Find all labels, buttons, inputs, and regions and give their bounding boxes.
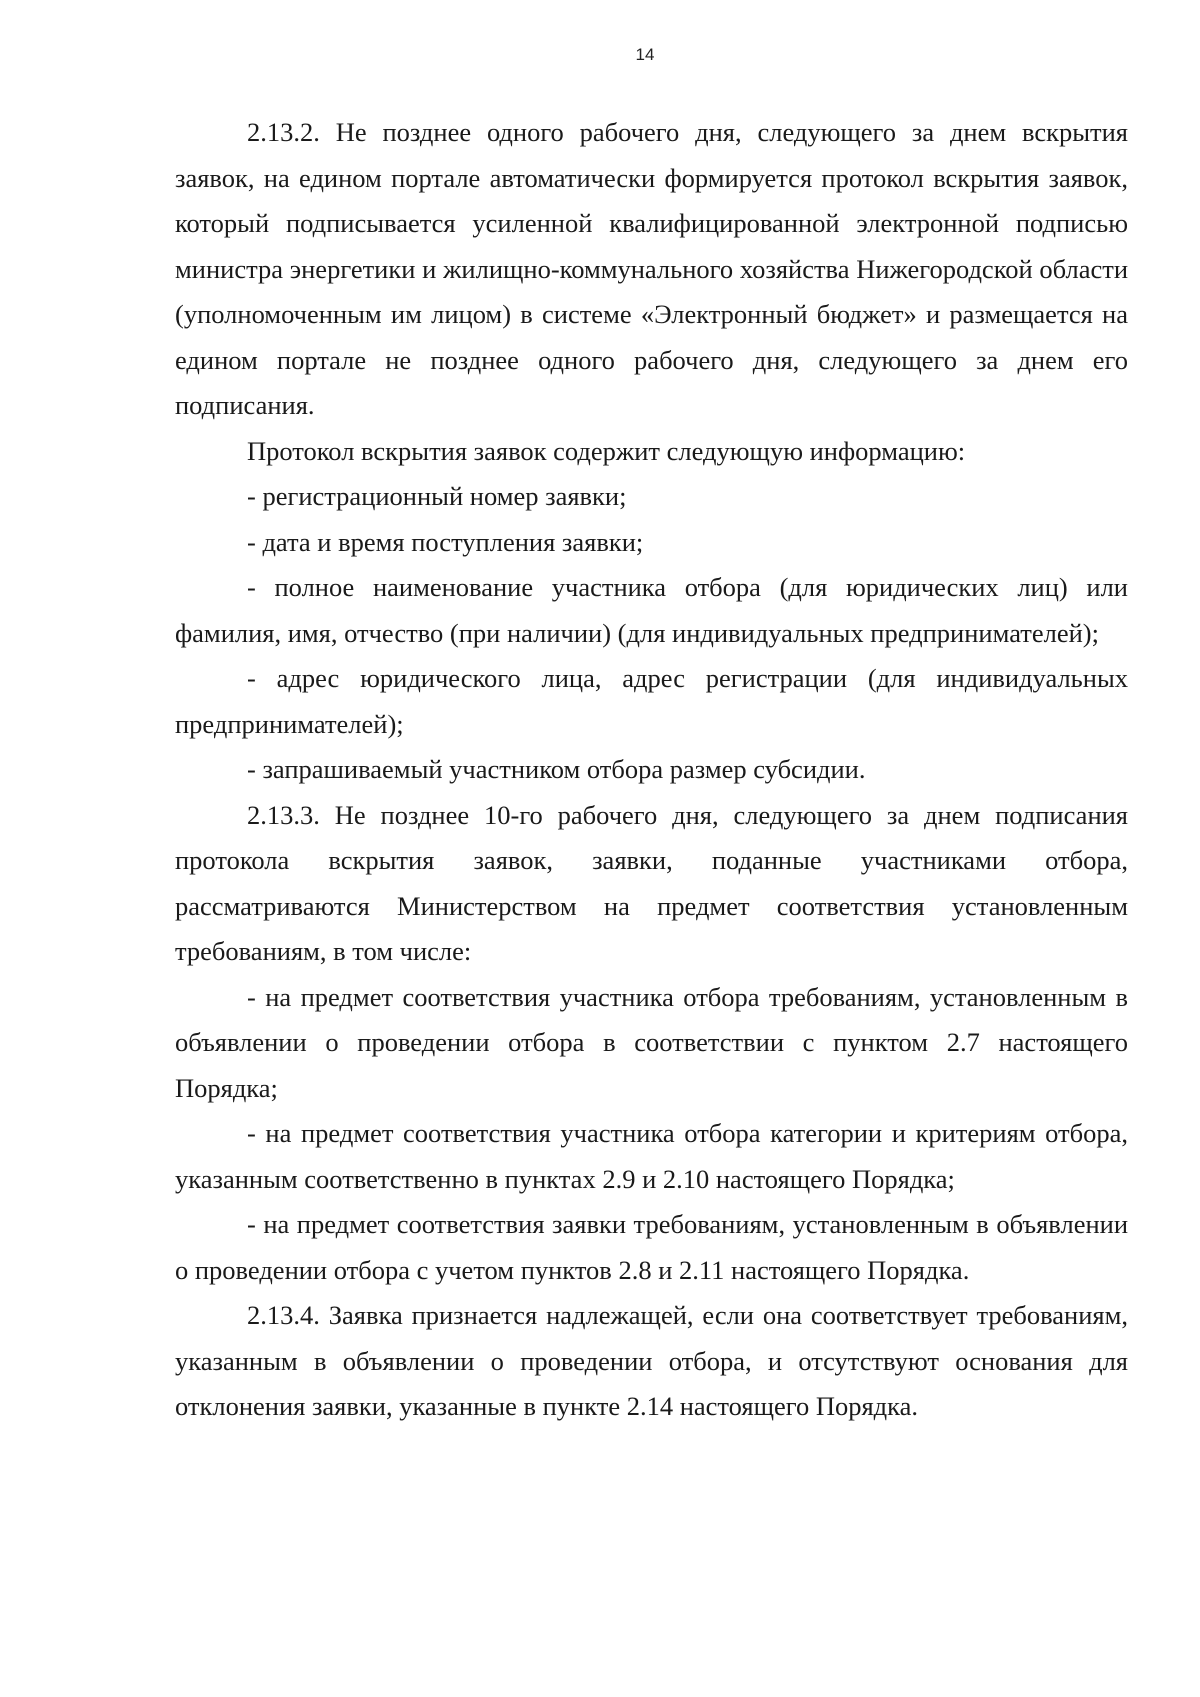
- list-item-address: - адрес юридического лица, адрес регистрации (для индивидуальных предпринимателей);: [175, 663, 1128, 739]
- list-item-participant-requirements: - на предмет соответствия участника отбора требованиям, установленным в объявлении о проведении отбора в соответствии с пунктом 2.7 настоящего Порядка;: [175, 981, 1128, 1103]
- page-number: 14: [635, 45, 655, 64]
- paragraph-2-13-4: 2.13.4. Заявка признается надлежащей, если она соответствует требованиям, указанным в объявлении о проведении отбора, и отсутствуют основания для отклонения заявки, указанные в пункте 2.14 настоящего Порядка.: [175, 1300, 1128, 1421]
- list-item-category-criteria: - на предмет соответствия участника отбора категории и критериям отбора, указанным соответственно в пунктах 2.9 и 2.10 настоящего Порядка;: [175, 1118, 1128, 1194]
- document-body: [175, 110, 1128, 1430]
- paragraph-2-13-3: 2.13.3. Не позднее 10-го рабочего дня, следующего за днем подписания протокола вскрытия заявок, заявки, поданные участниками отбора, рассматриваются Министерством на предмет соответствия установленным требованиям, в том числе:: [175, 799, 1128, 966]
- list-item-application-requirements: - на предмет соответствия заявки требованиям, установленным в объявлении о проведении отбора с учетом пунктов 2.8 и 2.11 настоящего Порядка.: [175, 1209, 1128, 1285]
- list-item-date-time: - дата и время поступления заявки;: [247, 526, 644, 557]
- paragraph-2-13-2: 2.13.2. Не позднее одного рабочего дня, следующего за днем вскрытия заявок, на едином портале автоматически формируется протокол вскрытия заявок, который подписывается усиленной квалифицированной электронной подписью министра энергетики и жилищно-коммунального хозяйства Нижегородской области (уполномоченным им лицом) в системе «Электронный бюджет» и размещается на едином портале не позднее одного рабочего дня, следующего за днем его подписания.: [175, 117, 1128, 420]
- paragraph-protocol-intro: Протокол вскрытия заявок содержит следующую информацию:: [247, 435, 966, 466]
- list-item-subsidy-amount: - запрашиваемый участником отбора размер субсидии.: [247, 754, 866, 784]
- list-item-registration-number: - регистрационный номер заявки;: [247, 481, 627, 511]
- list-item-full-name: - полное наименование участника отбора (для юридических лиц) или фамилия, имя, отчество (при наличии) (для индивидуальных предпринимателей);: [175, 572, 1128, 648]
